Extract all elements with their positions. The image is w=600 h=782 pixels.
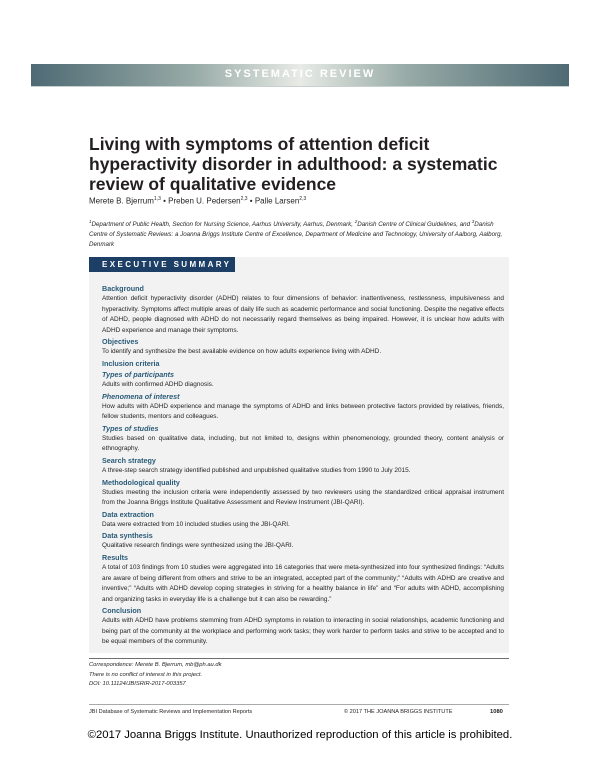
heading-inclusion-criteria: Inclusion criteria <box>102 358 160 368</box>
subheading-studies: Types of studies <box>102 423 159 433</box>
page-number: 1080 <box>490 709 503 715</box>
author-list <box>89 196 306 206</box>
author-sup: 2,3 <box>240 196 248 202</box>
text-objectives: To identify and synthesize the best available evidence on how adults experience living with ADHD. <box>102 348 382 356</box>
author-separator: • <box>247 196 255 206</box>
article-notes <box>89 661 222 690</box>
heading-results: Results <box>102 552 128 562</box>
affil-text: Danish Centre of Systematic Reviews: a Joanna Briggs Institute Centre of Excellence, Department of Medicine and Technology, University of Aalborg, Aalborg, Denmark <box>89 221 503 249</box>
notes-divider <box>89 658 509 659</box>
text-background: Attention deficit hyperactivity disorder (ADHD) relates to four dimensions of behavior: inattentiveness, restlessness, impulsiveness and hyperactivity. Symptoms affect multiple areas of daily life such as academic performance and social functioning. Despite the negative effects of ADHD, people diagnosed with ADHD do not necessarily regard themselves as being impaired. However, it is unclear how adults with ADHD experience and manage their symptoms. <box>102 295 504 334</box>
copyright-watermark: ©2017 Joanna Briggs Institute. Unauthorized reproduction of this article is prohibited. <box>87 729 513 741</box>
text-participants: Adults with confirmed ADHD diagnosis. <box>102 380 214 388</box>
text-data-extraction: Data were extracted from 10 included studies using the JBI-QARI. <box>102 520 290 528</box>
text-results: A total of 103 findings from 10 studies were aggregated into 16 categories that were meta-synthesized into four synthesized findings: “Adults are aware of being different from others and strive to be an integrated, accepted part of the community;” “Adults with ADHD are creative and inventive;” “Adults with ADHD develop coping strategies in striving for a healthy balance in life” and “For adults with ADHD, accomplishing and organizing tasks in everyday life is a challenge but it can also be rewarding.” <box>102 563 504 603</box>
author-separator: • <box>160 196 169 206</box>
affil-text: Department of Public Health, Section for Nursing Science, Aarhus University, Aarhus, Denmark, <box>91 221 355 229</box>
heading-conclusion: Conclusion <box>102 606 142 616</box>
affil-text: Danish Centre of Clinical Guidelines, and <box>357 221 472 229</box>
author-name: Merete B. Bjerrum <box>89 196 154 206</box>
text-phenomena: How adults with ADHD experience and manage the symptoms of ADHD and links between protective factors provided by relatives, friends, fellow students, mentors and colleagues. <box>102 402 504 421</box>
text-methodological-quality: Studies meeting the inclusion criteria were independently assessed by two reviewers using the standardized critical appraisal instrument from the Joanna Briggs Institute Qualitative Assessment and Review Instrument (JBI-QARI). <box>102 488 504 507</box>
subheading-phenomena: Phenomena of interest <box>102 391 180 401</box>
correspondence: Correspondence: Merete B. Bjerrum, mb@ph.au.dk <box>89 662 222 668</box>
footer-copyright: © 2017 THE JOANNA BRIGGS INSTITUTE <box>344 709 453 715</box>
article-title: Living with symptoms of attention deficit hyperactivity disorder in adulthood: a systematic review of qualitative evidence <box>89 134 498 194</box>
affil-sup: 2 <box>354 219 358 224</box>
conflict-statement: There is no conflict of interest in this project. <box>89 671 203 678</box>
text-conclusion: Adults with ADHD have problems stemming from ADHD symptoms in relation to interacting in social relationships, academic functioning and being part of the community at the workplace and performing work tasks; they work harder to perform tasks and strive to be accepted and to be equal members of the community. <box>102 617 504 646</box>
author-name: Palle Larsen <box>254 196 300 206</box>
heading-background: Background <box>102 284 144 293</box>
text-search-strategy: A three-step search strategy identified published and unpublished qualitative studies from 1990 to July 2015. <box>102 466 411 474</box>
heading-data-synthesis: Data synthesis <box>102 531 153 541</box>
executive-summary-content <box>102 283 504 648</box>
banner-label: SYSTEMATIC REVIEW <box>224 68 376 80</box>
subheading-participants: Types of participants <box>102 369 175 379</box>
heading-search-strategy: Search strategy <box>102 455 156 465</box>
heading-objectives: Objectives <box>102 337 139 347</box>
section-banner <box>31 64 569 87</box>
footer-journal: JBI Database of Systematic Reviews and Implementation Reports <box>89 709 253 715</box>
doi: DOI: 10.11124/JBISRIR-2017-003357 <box>89 681 186 687</box>
affil-sup: 3 <box>471 219 475 224</box>
author-name: Preben U. Pedersen <box>168 196 241 206</box>
executive-summary-header: EXECUTIVE SUMMARY <box>89 257 235 272</box>
affil-sup: 1 <box>89 219 92 224</box>
author-sup: 2,3 <box>299 196 307 202</box>
heading-data-extraction: Data extraction <box>102 509 154 519</box>
footer-divider <box>89 704 509 705</box>
text-data-synthesis: Qualitative research findings were synthesized using the JBI-QARI. <box>102 542 294 550</box>
author-sup: 1,3 <box>153 196 161 202</box>
heading-methodological-quality: Methodological quality <box>102 477 180 487</box>
text-studies: Studies based on qualitative data, including, but not limited to, designs within phenomenology, grounded theory, content analysis or ethnography. <box>102 434 504 453</box>
affiliations <box>89 217 509 250</box>
